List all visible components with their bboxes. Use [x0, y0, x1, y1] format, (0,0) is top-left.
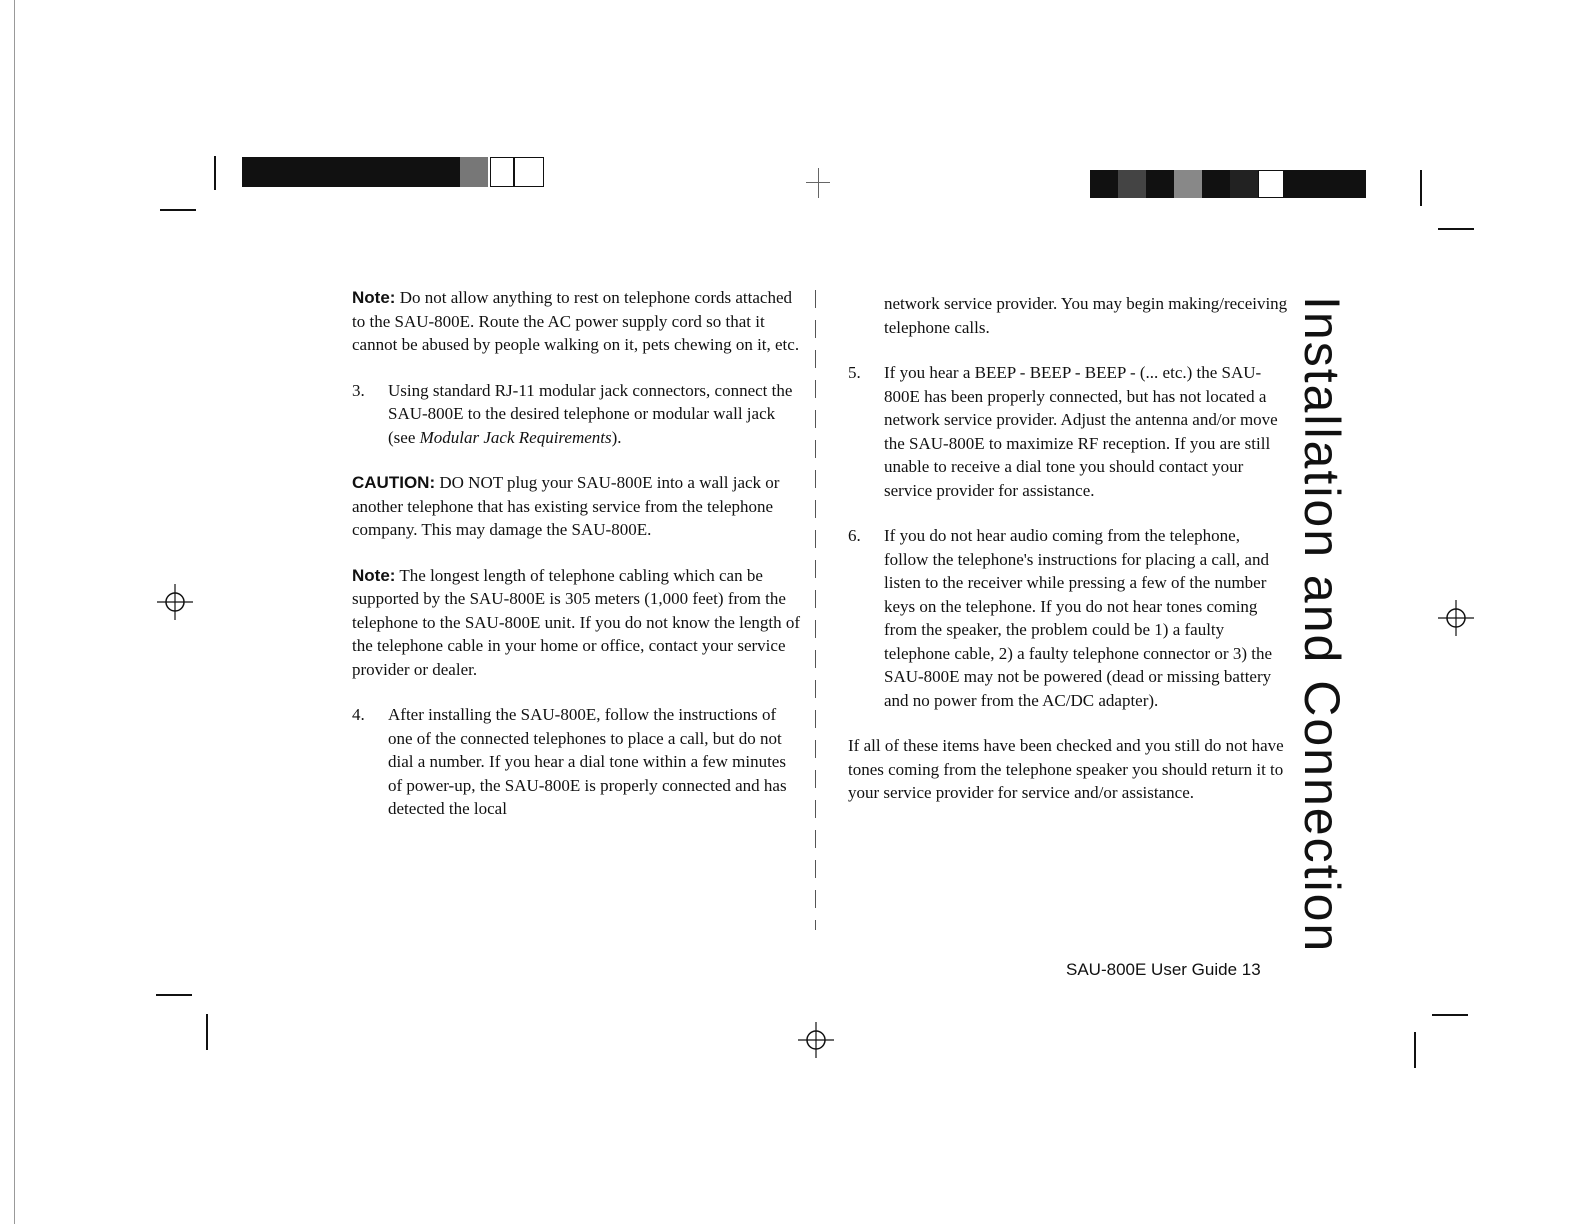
crop-mark [160, 209, 196, 211]
crop-mark [1438, 228, 1474, 230]
fold-mark [806, 182, 830, 183]
color-bar-right [1146, 170, 1174, 198]
crop-mark [1420, 170, 1422, 206]
step-5 [848, 361, 1288, 502]
crop-mark [206, 1014, 208, 1050]
step-number: 6. [848, 526, 861, 545]
color-bar-right-white-box [1258, 170, 1284, 198]
step-6 [848, 524, 1288, 712]
step-text-italic: Modular Jack Requirements [419, 427, 612, 447]
continued-text: network service provider. You may begin making/receiving telephone calls. [884, 294, 1288, 337]
note-label: Note: [352, 288, 396, 307]
step-text-end: ). [611, 427, 622, 447]
step-text: Using standard RJ-11 modular jack connectors, connect the SAU-800E to the desired telephone or modular wall jack (see [388, 380, 793, 447]
registration-target-icon [796, 1020, 836, 1060]
caution-label: CAUTION: [352, 473, 436, 492]
step-number: 3. [352, 380, 365, 400]
color-bar-right-gray [1174, 170, 1202, 198]
left-column [352, 286, 802, 821]
note-label: Note: [352, 565, 396, 585]
section-title-vertical: Installation and Connection [1294, 296, 1350, 954]
caution-text: DO NOT plug your SAU-800E into a wall jack or another telephone that has existing service from the telephone company. This may damage the SAU-800E. [352, 473, 780, 539]
step-3 [352, 379, 802, 450]
color-bar-right-gray [1118, 170, 1146, 198]
step-4 [352, 703, 802, 821]
registration-target-icon [155, 582, 195, 622]
note-text: Do not allow anything to rest on telephone cords attached to the SAU-800E. Route the AC power supply cord so that it cannot be abused by people walking on it, pets chewing on it, etc. [352, 288, 800, 354]
color-bar-right [1090, 170, 1118, 198]
crop-mark [1432, 1014, 1468, 1016]
color-bar-left-white-box [514, 157, 544, 187]
caution-paragraph [352, 471, 802, 542]
continued-step [848, 292, 1288, 339]
step-number: 5. [848, 363, 861, 382]
color-bar-left-white-box [490, 157, 514, 187]
note-text: The longest length of telephone cabling which can be supported by the SAU-800E is 305 meters (1,000 feet) from the telephone to the SAU-800E unit. If you do not know the length of the telephone cable in your home or office, contact your service provider or dealer. [352, 565, 801, 679]
right-column [848, 292, 1288, 805]
note-paragraph [352, 286, 802, 357]
step-number: 4. [352, 705, 365, 724]
crop-mark [1414, 1032, 1416, 1068]
color-bar-left [242, 157, 460, 187]
step-text: If you do not hear audio coming from the telephone, follow the telephone's instructions for placing a call, and listen to the receiver while pressing a few of the number keys on the telephone. If you do not hear tones coming from the speaker, the problem could be 1) a faulty telephone cable, 2) a faulty telephone connector or 3) the SAU-800E may not be powered (dead or missing battery and no power from the AC/DC adapter). [884, 526, 1272, 710]
registration-target-icon [1436, 598, 1476, 638]
color-bar-right [1202, 170, 1230, 198]
column-divider [815, 290, 816, 930]
color-bar-left-gray [460, 157, 488, 187]
page-footer: SAU-800E User Guide 13 [1066, 960, 1261, 979]
crop-mark [156, 994, 192, 996]
page-edge-line [14, 0, 15, 1224]
step-text: After installing the SAU-800E, follow the instructions of one of the connected telephones to place a call, but do not dial a number. If you hear a dial tone within a few minutes of power-up, the SAU-800E is properly connected and has detected the local [388, 705, 787, 818]
step-text: If you hear a BEEP - BEEP - BEEP - (... etc.) the SAU-800E has been properly connected, but has not located a network service provider. Adjust the antenna and/or move the SAU-800E to maximize RF reception. If you are still unable to receive a dial tone you should contact your service provider for assistance. [884, 363, 1278, 500]
color-bar-right [1284, 170, 1366, 198]
closing-paragraph: If all of these items have been checked and you still do not have tones coming from the telephone speaker you should return it to your service provider for service and/or assistance. [848, 736, 1284, 802]
color-bar-right [1230, 170, 1258, 198]
note-paragraph [352, 564, 802, 682]
fold-mark [818, 168, 819, 198]
crop-mark [214, 156, 216, 190]
